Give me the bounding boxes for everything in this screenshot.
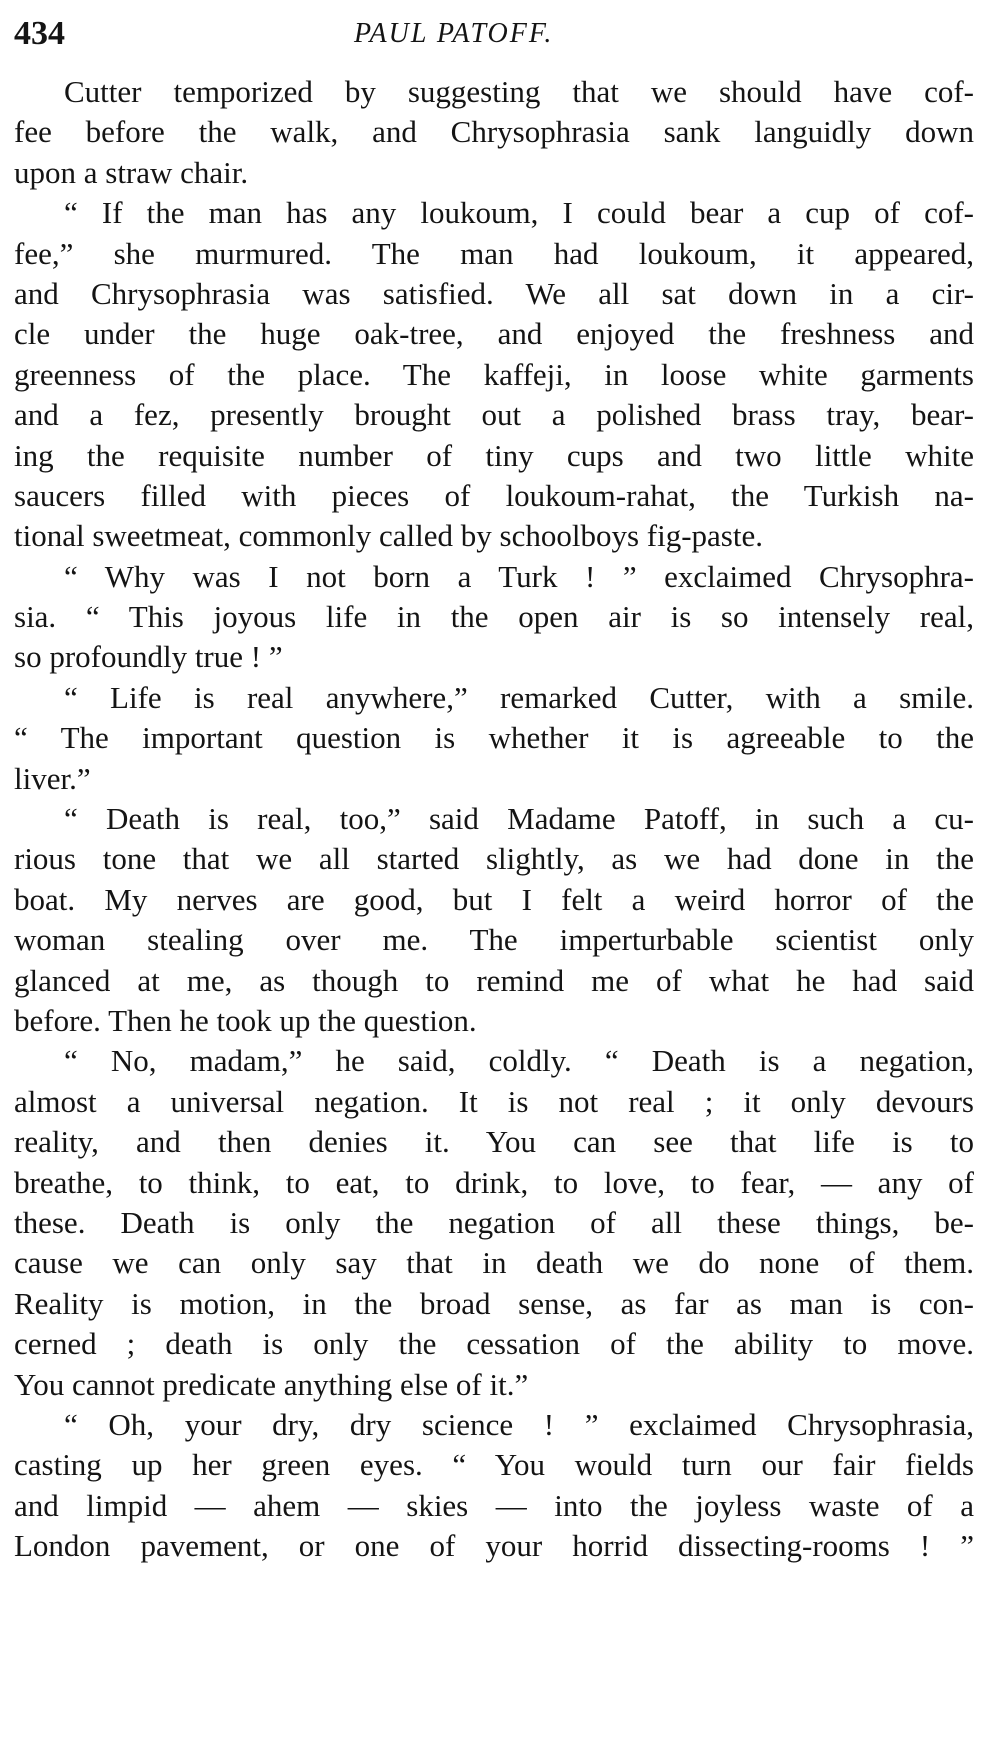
text-line: casting up her green eyes. “ You would turn our fair fields	[14, 1447, 974, 1483]
text-line: so profoundly true ! ”	[14, 639, 283, 675]
text-line: Cutter temporized by suggesting that we should have cof-	[64, 74, 974, 109]
text-line: saucers filled with pieces of loukoum-rahat, the Turkish na-	[14, 477, 974, 513]
text-line: and Chrysophrasia was satisfied. We all sat down in a cir-	[14, 275, 974, 311]
text-line: “ Why was I not born a Turk ! ” exclaimed Chrysophra-	[64, 558, 974, 594]
text-line: and limpid — ahem — skies — into the joyless waste of a	[14, 1487, 974, 1523]
text-line: “ The important question is whether it is agreeable to the	[14, 720, 974, 756]
text-line: fee,” she murmured. The man had loukoum, it appeared,	[14, 235, 974, 271]
text-line: You cannot predicate anything else of it.”	[14, 1366, 529, 1402]
text-line: Reality is motion, in the broad sense, as far as man is con-	[14, 1285, 974, 1321]
text-line: rious tone that we all started slightly, as we had done in the	[14, 841, 974, 877]
text-line: fee before the walk, and Chrysophrasia sank languidly down	[14, 114, 974, 150]
paragraph	[14, 799, 974, 1041]
text-line: greenness of the place. The kaffeji, in loose white garments	[14, 356, 974, 392]
text-line: “ Death is real, too,” said Madame Patoff, in such a cu-	[64, 801, 974, 837]
paragraph	[14, 72, 974, 193]
body-text	[14, 72, 974, 1566]
paragraph	[14, 1405, 974, 1567]
text-line: woman stealing over me. The imperturbable scientist only	[14, 922, 974, 958]
text-line: before. Then he took up the question.	[14, 1002, 477, 1038]
text-line: “ If the man has any loukoum, I could bear a cup of cof-	[64, 195, 974, 231]
paragraph	[14, 193, 974, 557]
text-line: cle under the huge oak-tree, and enjoyed the freshness and	[14, 316, 974, 352]
text-line: London pavement, or one of your horrid dissecting-rooms ! ”	[14, 1528, 974, 1564]
paragraph	[14, 678, 974, 799]
text-line: cerned ; death is only the cessation of the ability to move.	[14, 1326, 974, 1362]
text-line: “ No, madam,” he said, coldly. “ Death is a negation,	[64, 1043, 974, 1079]
text-line: these. Death is only the negation of all these things, be-	[14, 1204, 974, 1240]
text-line: sia. “ This joyous life in the open air is so intensely real,	[14, 599, 974, 635]
text-line: breathe, to think, to eat, to drink, to love, to fear, — any of	[14, 1164, 974, 1200]
text-line: and a fez, presently brought out a polished brass tray, bear-	[14, 397, 974, 433]
text-line: “ Oh, your dry, dry science ! ” exclaimed Chrysophrasia,	[64, 1406, 974, 1442]
text-line: tional sweetmeat, commonly called by schoolboys fig-paste.	[14, 518, 763, 554]
page-number: 434	[14, 15, 65, 52]
paragraph	[14, 557, 974, 678]
page-header	[14, 14, 974, 54]
paragraph	[14, 1041, 974, 1405]
text-line: glanced at me, as though to remind me of what he had said	[14, 962, 974, 998]
running-title: PAUL PATOFF.	[354, 18, 554, 49]
text-line: upon a straw chair.	[14, 154, 249, 190]
text-line: reality, and then denies it. You can see that life is to	[14, 1124, 974, 1160]
text-line: boat. My nerves are good, but I felt a weird horror of the	[14, 881, 974, 917]
text-line: cause we can only say that in death we do none of them.	[14, 1245, 974, 1281]
text-line: “ Life is real anywhere,” remarked Cutter, with a smile.	[64, 679, 974, 715]
text-line: almost a universal negation. It is not real ; it only devours	[14, 1083, 974, 1119]
text-line: ing the requisite number of tiny cups and two little white	[14, 437, 974, 473]
text-line: liver.”	[14, 760, 91, 796]
